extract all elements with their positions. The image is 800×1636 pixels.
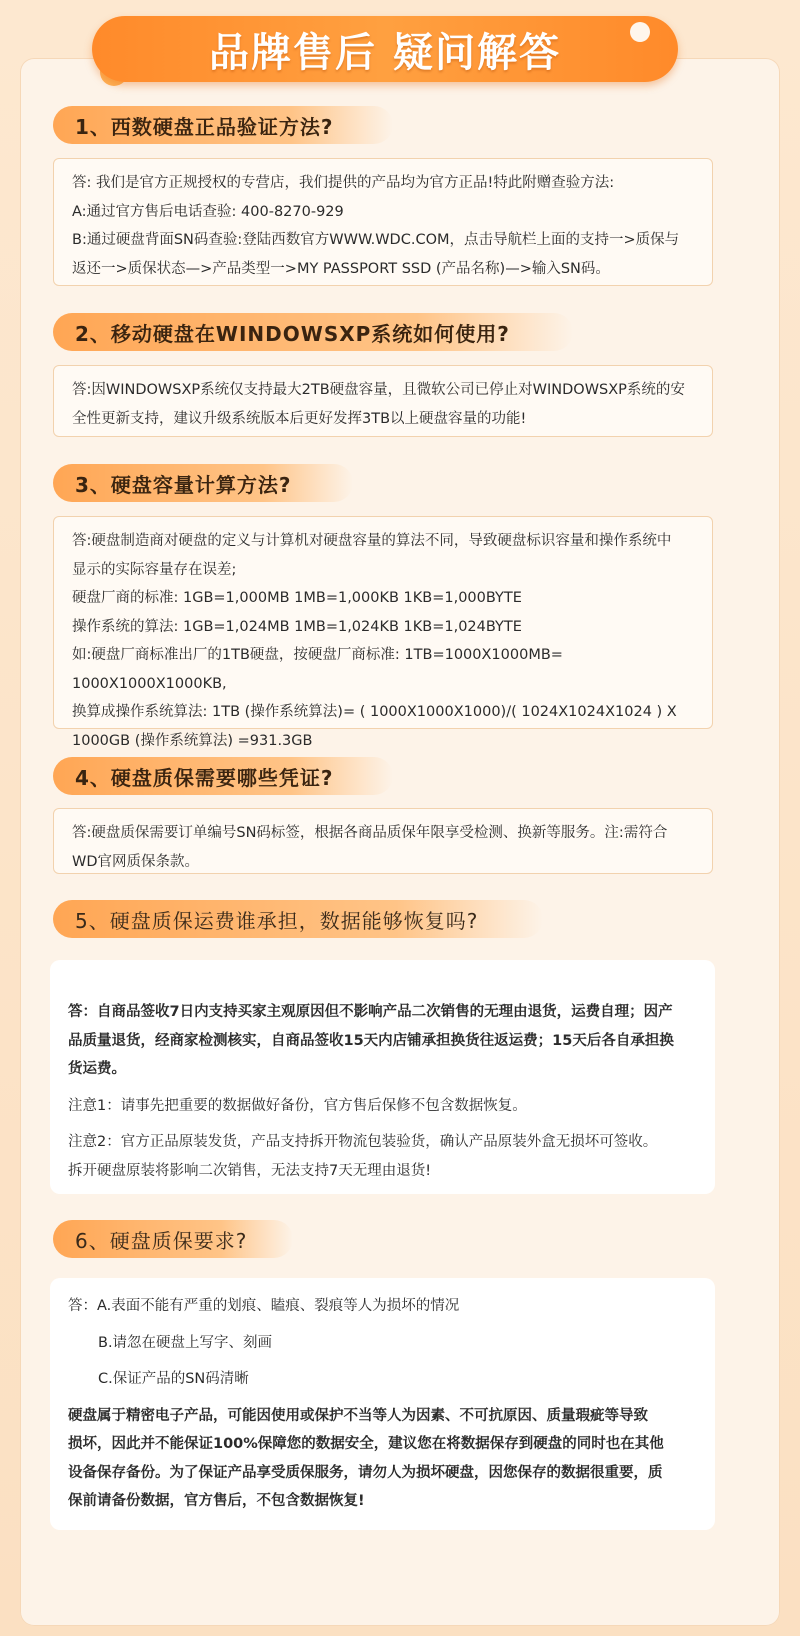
answer-line: C.保证产品的SN码清晰 [98,1371,249,1387]
answer-line: 品质量退货，经商家检测核实，自商品签收15天内店铺承担换货往返运费；15天后各自承担换 [68,1032,674,1049]
answer-line: 损坏，因此并不能保证100%保障您的数据安全，建议您在将数据保存到硬盘的同时也在其他 [68,1436,664,1452]
answer-line: 设备保存备份。为了保证产品享受质保服务，请勿人为损坏硬盘，因您保存的数据很重要，质 [68,1464,663,1481]
answer-box-1 [53,158,713,286]
answer-line: 答:硬盘制造商对硬盘的定义与计算机对硬盘容量的算法不同，导致硬盘标识容量和操作系统中 [72,533,672,549]
answer-box-6 [50,1278,715,1530]
answer-line: 注意2：官方正品原装发货，产品支持拆开物流包装验货，确认产品原装外盒无损坏可签收。 [68,1134,658,1150]
answer-line: 换算成操作系统算法: 1TB (操作系统算法)= ( 1000X1000X1000)/( 1024X1024X1024 ) X [72,704,677,720]
answer-line: 硬盘厂商的标准: 1GB=1,000MB 1MB=1,000KB 1KB=1,000BYTE [72,590,522,606]
section-title-3: 3、硬盘容量计算方法? [53,464,353,502]
answer-line: B.请忽在硬盘上写字、刻画 [98,1334,273,1351]
answer-line: 1000GB (操作系统算法) =931.3GB [72,732,313,749]
answer-line: 拆开硬盘原装将影响二次销售，无法支持7天无理由退货! [68,1162,432,1179]
answer-line: 如:硬盘厂商标准出厂的1TB硬盘，按硬盘厂商标准: 1TB=1000X1000MB= 1000X1000X1000KB, [72,647,563,692]
answer-line: WD官网质保条款。 [72,853,200,870]
answer-line: 显示的实际容量存在误差; [72,561,237,578]
answer-line: 操作系统的算法: 1GB=1,024MB 1MB=1,024KB 1KB=1,024BYTE [72,618,522,635]
answer-line: A:通过官方售后电话查验: 400-8270-929 [72,203,344,220]
answer-line: 答：自商品签收7日内支持买家主观原因但不影响产品二次销售的无理由退货，运费自理；因产 [68,1004,673,1020]
answer-line: 答:硬盘质保需要订单编号SN码标签，根据各商品质保年限享受检测、换新等服务。注:需符合 [72,825,668,841]
section-title-1: 1、西数硬盘正品验证方法? [53,106,393,144]
section-title-2: 2、移动硬盘在WINDOWSXP系统如何使用? [53,313,573,351]
answer-line: 全性更新支持，建议升级系统版本后更好发挥3TB以上硬盘容量的功能! [72,410,527,427]
answer-line: 答：A.表面不能有严重的划痕、瞌痕、裂痕等人为损坏的情况 [68,1298,460,1314]
answer-line: 注意1：请事先把重要的数据做好备份，官方售后保修不包含数据恢复。 [68,1097,527,1114]
answer-line: 答:因WINDOWSXP系统仅支持最大2TB硬盘容量，且微软公司已停止对WINDOWSXP系统的安 [72,382,685,398]
answer-line: 答: 我们是官方正规授权的专营店，我们提供的产品均为官方正品!特此附赠查验方法: [72,175,615,191]
answer-line: B:通过硬盘背面SN码查验:登陆西数官方WWW.WDC.COM，点击导航栏上面的支持一>质保与 [72,232,680,248]
answer-box-4 [53,808,713,874]
answer-box-2 [53,365,713,437]
section-title-5: 5、硬盘质保运费谁承担，数据能够恢复吗? [53,900,543,938]
answer-box-3 [53,516,713,749]
answer-line: 返还一>质保状态—>产品类型一>MY PASSPORT SSD (产品名称)—>输入SN码。 [72,260,610,277]
page-title: 品牌售后 疑问解答 [209,29,561,76]
section-title-6: 6、硬盘质保要求? [53,1220,293,1258]
answer-line: 保前请备份数据，官方售后，不包含数据恢复! [68,1493,365,1509]
answer-line: 货运费。 [68,1061,126,1077]
answer-box-5 [50,960,715,1194]
answer-line: 硬盘属于精密电子产品，可能因使用或保护不当等人为因素、不可抗原因、质量瑕疵等导致 [68,1407,648,1424]
header-banner [92,16,678,82]
decorative-dot [630,22,650,42]
section-title-4: 4、硬盘质保需要哪些凭证? [53,757,393,795]
